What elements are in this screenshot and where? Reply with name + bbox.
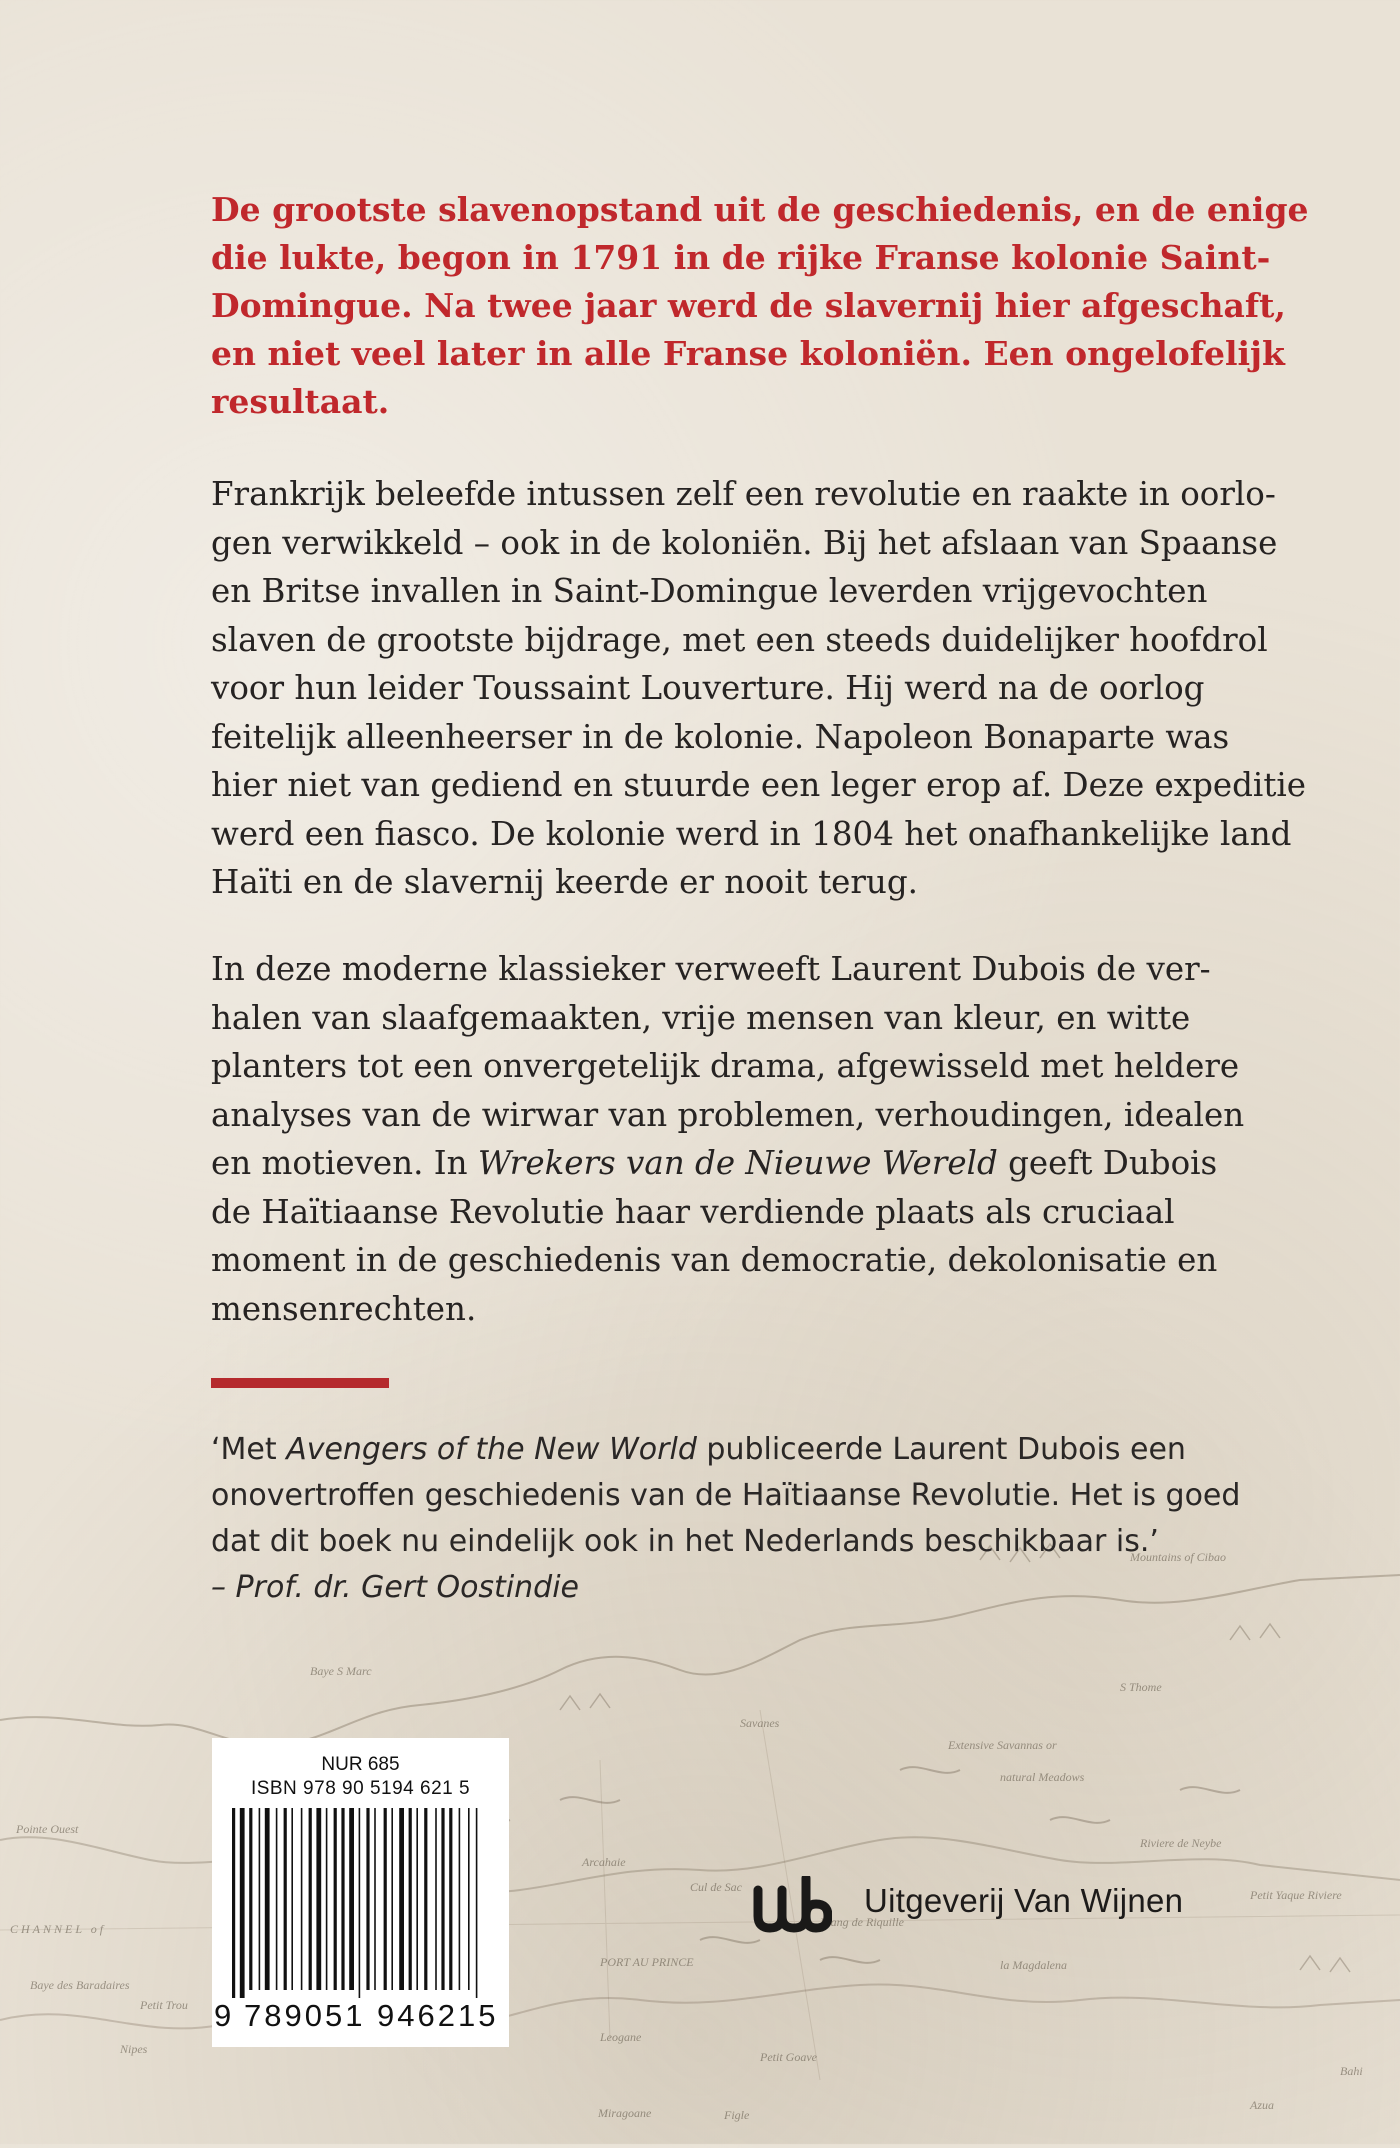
map-label: Extensive Savannas or [948, 1738, 1057, 1752]
barcode-digit-first: 9 [214, 1998, 232, 2033]
nur-code: NUR 685 [321, 1754, 400, 1775]
barcode-bar [374, 1808, 376, 1990]
map-label: Petit Trou [140, 1998, 188, 2012]
barcode-bar [416, 1808, 418, 1990]
body-line: hier niet van gediend en stuurde een leger erop af. Deze expeditie [211, 766, 1307, 804]
map-label: natural Meadows [1000, 1770, 1085, 1784]
body-line: werd een fiasco. De kolonie werd in 1804 het onafhankelijke land [211, 814, 1292, 853]
body-line: slaven de grootste bijdrage, met een steeds duidelijker hoofdrol [211, 620, 1268, 659]
map-label: Figle [724, 2108, 750, 2122]
barcode-bar [249, 1808, 252, 1990]
barcode-bar [384, 1808, 387, 1990]
barcode-bar [232, 1808, 235, 1998]
isbn-barcode [212, 1738, 509, 2047]
barcode-bar [459, 1808, 461, 1990]
map-label: Miragoane [598, 2106, 652, 2120]
body-line: Haïti en de slavernij keerde er nooit terug. [211, 863, 918, 901]
barcode-bar [276, 1808, 278, 1990]
quote-text: publiceerde Laurent Dubois een [696, 1432, 1186, 1467]
body-line: mensenrechten. [211, 1289, 477, 1328]
map-label: Cul de Sac [690, 1880, 742, 1894]
lead-line: Domingue. Na twee jaar werd de slavernij hier afgeschaft, [211, 286, 1286, 325]
barcode-bar [366, 1808, 369, 1990]
barcode-bar [435, 1808, 437, 1990]
quote-line: dat dit boek nu eindelijk ook in het Nederlands beschikbaar is.’ [211, 1524, 1159, 1559]
publisher-logo-text: wb [752, 1876, 754, 1877]
body-line: halen van slaafgemaakten, vrije mensen van kleur, en witte [211, 998, 1191, 1037]
map-label: Petit Yaque Riviere [1250, 1888, 1342, 1902]
barcode-bar [259, 1808, 261, 1990]
body-line: planters tot een onvergetelijk drama, afgewisseld met heldere [211, 1047, 1240, 1085]
body-line: gen verwikkeld – ook in de koloniën. Bij het afslaan van Spaanse [211, 523, 1278, 562]
publisher-name: Uitgeverij Van Wijnen [864, 1882, 1184, 1919]
barcode-bar [341, 1808, 344, 1990]
map-label: Petit Goave [760, 2050, 817, 2064]
map-label: Bahi [1340, 2064, 1363, 2078]
body-line: en Britse invallen in Saint-Domingue leverden vrijgevochten [211, 572, 1208, 610]
barcode-bar [316, 1808, 321, 1990]
barcode-bar [349, 1808, 354, 1990]
barcode-bars [232, 1808, 507, 1998]
map-coastline [0, 1520, 1400, 2144]
quote-attribution: – Prof. dr. Gert Oostindie [211, 1570, 579, 1605]
review-quote [211, 1427, 1241, 1611]
barcode-bar [359, 1808, 361, 1998]
barcode-bar [240, 1808, 245, 1998]
barcode-bar [326, 1808, 328, 1990]
isbn-number: ISBN 978 90 5194 621 5 [250, 1778, 471, 1799]
barcode-bar [301, 1808, 303, 1990]
body-paragraph-2 [211, 945, 1245, 1333]
barcode-bar [441, 1808, 444, 1990]
barcode-bar [449, 1808, 452, 1990]
quote-text: ‘Met [211, 1432, 287, 1467]
body-line: In deze moderne klassieker verweeft Laurent Dubois de ver- [211, 950, 1211, 988]
map-label: S Thome [1120, 1680, 1162, 1694]
quote-line: onovertroffen geschiedenis van de Haïtiaanse Revolutie. Het is goed [211, 1478, 1241, 1513]
map-label: Leogane [600, 2030, 642, 2044]
map-label: la Magdalena [1000, 1958, 1067, 1972]
map-label: Mountains of Cibao [1130, 1550, 1227, 1564]
book-title: Wrekers van de Nieuwe Wereld [477, 1144, 998, 1182]
map-label: Etang de Riquille [820, 1915, 904, 1929]
map-label: Savanes [740, 1716, 780, 1730]
barcode-bar [424, 1808, 427, 1990]
barcode-digits [212, 1998, 509, 2038]
barcode-bar [399, 1808, 404, 1990]
body-line: Frankrijk beleefde intussen zelf een revolutie en raakte in oorlo- [211, 475, 1276, 513]
body-line: analyses van de wirwar van problemen, verhoudingen, idealen [211, 1095, 1245, 1134]
body-line [211, 1139, 1218, 1188]
body-line: de Haïtiaanse Revolutie haar verdiende plaats als cruciaal [211, 1192, 1175, 1231]
barcode-bar [309, 1808, 312, 1990]
original-title: Avengers of the New World [286, 1432, 697, 1467]
barcode-bar [391, 1808, 393, 1990]
barcode-bar [265, 1808, 270, 1990]
lead-line: die lukte, begon in 1791 in de rijke Franse kolonie Saint- [211, 238, 1271, 277]
map-label: Baye S Marc [310, 1664, 372, 1678]
body-line: moment in de geschiedenis van democratie, dekolonisatie en [211, 1241, 1218, 1279]
quote-line [211, 1427, 1211, 1473]
map-label: Nipes [120, 2042, 148, 2056]
map-label: Arcahaie [582, 1855, 626, 1869]
body-text: en motieven. In [211, 1144, 478, 1182]
lead-line: en niet veel later in alle Franse koloniën. Een ongelofelijk [211, 334, 1285, 373]
map-label: PORT AU PRINCE [600, 1955, 694, 1969]
barcode-bar [291, 1808, 293, 1990]
publisher-logo-icon [752, 1876, 832, 1936]
barcode-bar [468, 1808, 470, 1990]
lead-paragraph [211, 186, 1309, 426]
barcode-bar [284, 1808, 287, 1990]
red-divider [211, 1378, 389, 1388]
body-line: feitelijk alleenheerser in de kolonie. Napoleon Bonaparte was [211, 717, 1230, 756]
map-background [0, 1520, 1400, 2144]
map-label: Baye des Baradaires [30, 1978, 130, 1992]
map-label: CHANNEL of [10, 1922, 107, 1936]
barcode-bar [409, 1808, 412, 1990]
lead-line: resultaat. [211, 382, 390, 421]
map-label: Azua [1250, 2098, 1274, 2112]
barcode-digits-right: 946215 [377, 1998, 499, 2033]
barcode-bar [476, 1808, 478, 1998]
body-paragraph-1 [211, 470, 1307, 907]
map-label: Riviere de Neybe [1140, 1836, 1222, 1850]
barcode-bar [334, 1808, 337, 1990]
body-text: geeft Dubois [997, 1144, 1218, 1182]
map-label: Pointe Ouest [16, 1822, 79, 1836]
barcode-digits-left: 789051 [244, 1998, 366, 2033]
body-line: voor hun leider Toussaint Louverture. Hij werd na de oorlog [211, 669, 1205, 707]
lead-line: De grootste slavenopstand uit de geschiedenis, en de enige [211, 190, 1309, 229]
